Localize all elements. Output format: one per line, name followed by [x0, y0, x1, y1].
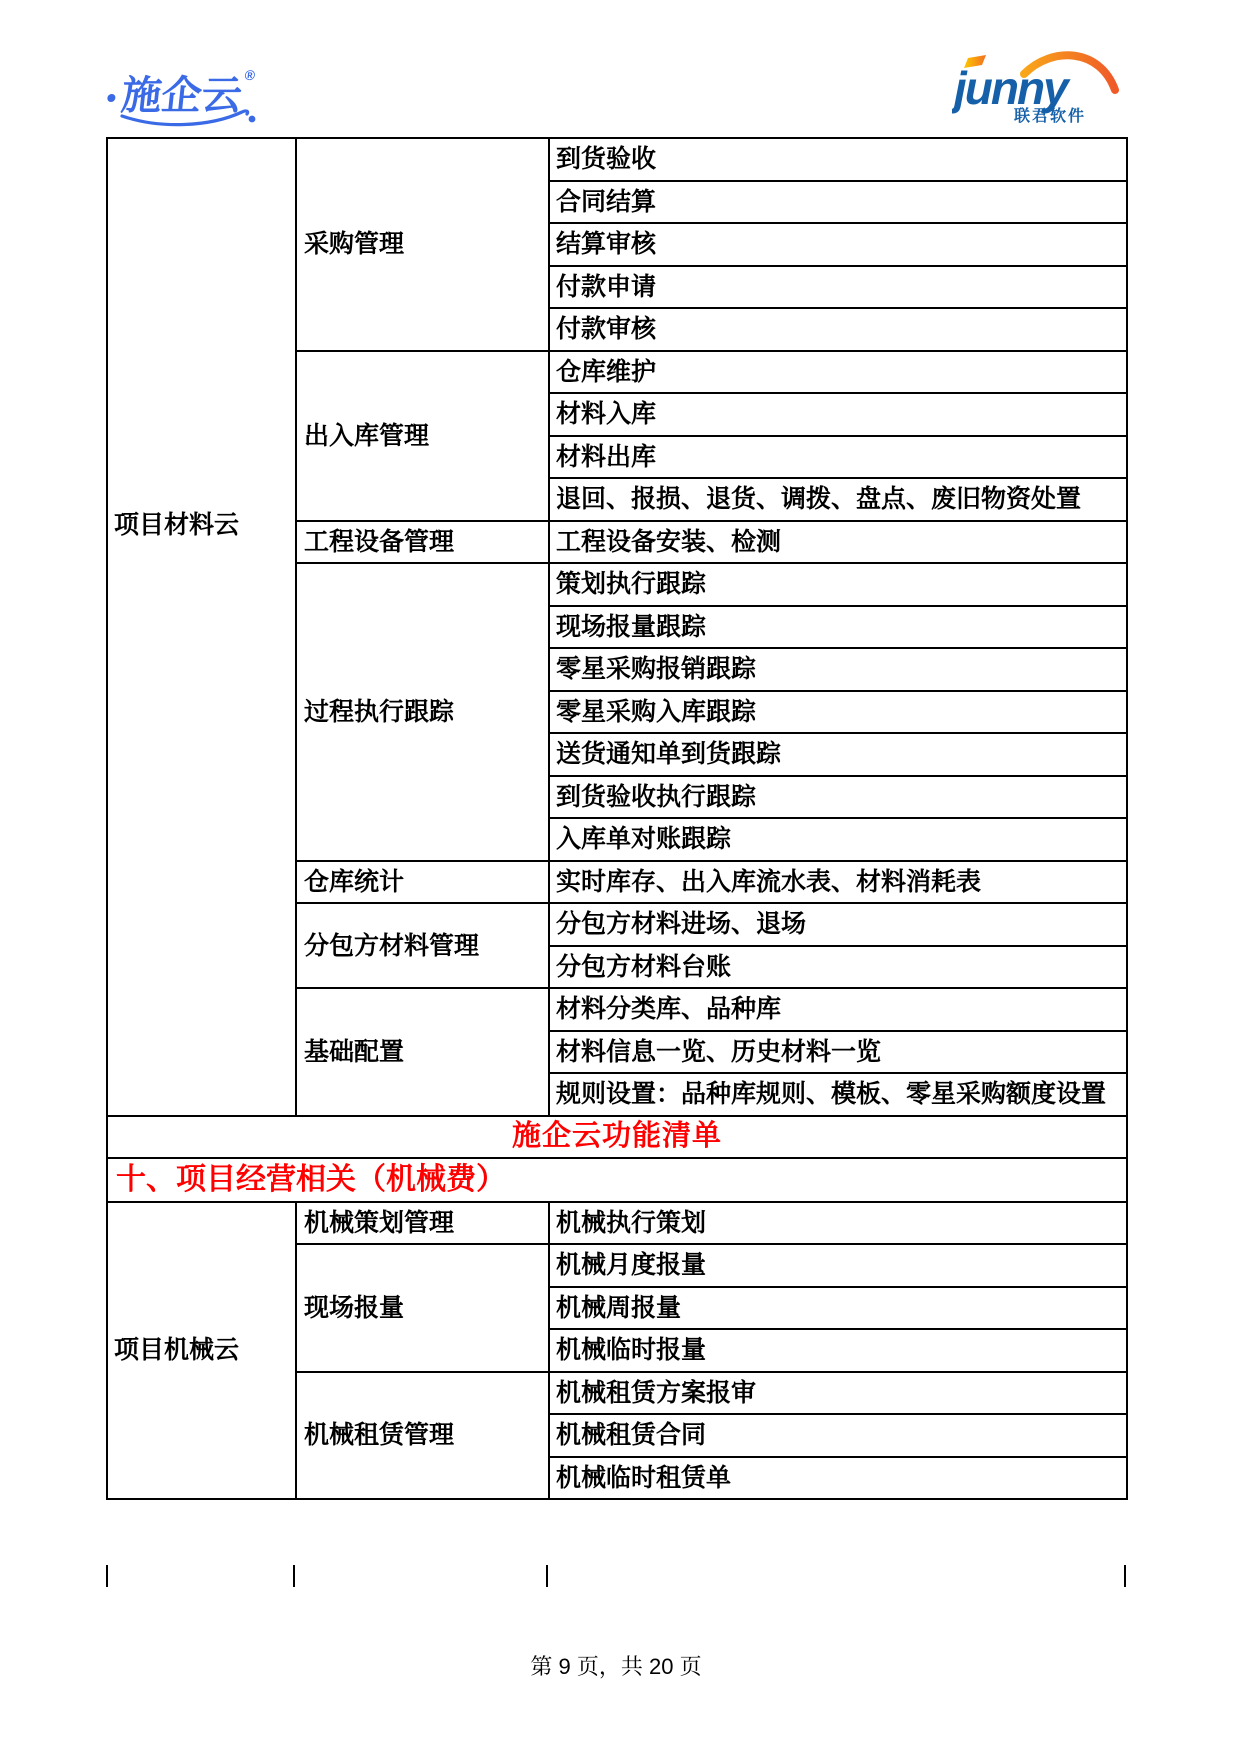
- feature-cell: 材料信息一览、历史材料一览: [549, 1031, 1127, 1074]
- feature-cell: 入库单对账跟踪: [549, 818, 1127, 861]
- feature-cell: 实时库存、出入库流水表、材料消耗表: [549, 861, 1127, 904]
- feature-cell: 送货通知单到货跟踪: [549, 733, 1127, 776]
- page-number: 第 9 页，共 20 页: [530, 1654, 702, 1679]
- group-cell: 工程设备管理: [296, 521, 549, 564]
- table-title-row: [107, 1116, 1127, 1158]
- feature-cell: 仓库维护: [549, 351, 1127, 394]
- feature-cell: 机械执行策划: [549, 1202, 1127, 1245]
- junny-logo-text: junny: [954, 62, 1067, 114]
- group-cell: 机械策划管理: [296, 1202, 549, 1245]
- table-row: [107, 1202, 1127, 1245]
- feature-cell: 材料分类库、品种库: [549, 988, 1127, 1031]
- category-cell: 项目材料云: [107, 138, 296, 1116]
- group-cell: 过程执行跟踪: [296, 563, 549, 861]
- feature-cell: 规则设置：品种库规则、模板、零星采购额度设置: [549, 1073, 1127, 1116]
- feature-cell: 分包方材料进场、退场: [549, 903, 1127, 946]
- category-cell: 项目机械云: [107, 1202, 296, 1500]
- shiqiyun-logo: [100, 54, 270, 130]
- group-cell: 采购管理: [296, 138, 549, 351]
- feature-cell: 到货验收执行跟踪: [549, 776, 1127, 819]
- feature-table: [106, 137, 1128, 1500]
- logo-dot-right: [249, 116, 256, 123]
- feature-cell: 现场报量跟踪: [549, 606, 1127, 649]
- feature-cell: 结算审核: [549, 223, 1127, 266]
- feature-cell: 材料入库: [549, 393, 1127, 436]
- group-cell: 出入库管理: [296, 351, 549, 521]
- group-cell: 仓库统计: [296, 861, 549, 904]
- feature-cell: 机械临时租赁单: [549, 1457, 1127, 1500]
- shiqiyun-logo-text: 施企云: [119, 74, 244, 118]
- table-title-row-text: 施企云功能清单: [107, 1116, 1127, 1158]
- feature-cell: 分包方材料台账: [549, 946, 1127, 989]
- section-title-row-text: 十、项目经营相关（机械费）: [107, 1158, 1127, 1202]
- group-cell: 机械租赁管理: [296, 1372, 549, 1500]
- table-border-stub: [106, 1565, 108, 1587]
- group-cell: 分包方材料管理: [296, 903, 549, 988]
- junny-logo-subtext: 联君软件: [1014, 108, 1087, 125]
- feature-cell: 退回、报损、退货、调拨、盘点、废旧物资处置: [549, 478, 1127, 521]
- table-border-stub: [293, 1565, 295, 1587]
- table-row: [107, 138, 1127, 181]
- feature-cell: 零星采购入库跟踪: [549, 691, 1127, 734]
- feature-cell: 付款审核: [549, 308, 1127, 351]
- group-cell: 基础配置: [296, 988, 549, 1116]
- feature-cell: 材料出库: [549, 436, 1127, 479]
- feature-cell: 机械租赁方案报审: [549, 1372, 1127, 1415]
- table-border-stub: [546, 1565, 548, 1587]
- section-title-row: [107, 1158, 1127, 1202]
- registered-mark: ®: [243, 67, 256, 83]
- feature-table-body: [107, 138, 1127, 1499]
- feature-cell: 工程设备安装、检测: [549, 521, 1127, 564]
- table-border-stub: [1124, 1565, 1126, 1587]
- feature-cell: 机械月度报量: [549, 1244, 1127, 1287]
- feature-cell: 机械租赁合同: [549, 1414, 1127, 1457]
- feature-cell: 零星采购报销跟踪: [549, 648, 1127, 691]
- logo-dot-left: [107, 94, 116, 102]
- feature-cell: 付款申请: [549, 266, 1127, 309]
- group-cell: 现场报量: [296, 1244, 549, 1372]
- feature-cell: 机械临时报量: [549, 1329, 1127, 1372]
- feature-cell: 机械周报量: [549, 1287, 1127, 1330]
- feature-cell: 到货验收: [549, 138, 1127, 181]
- feature-cell: 合同结算: [549, 181, 1127, 224]
- shiqiyun-logo-group: [105, 67, 256, 118]
- junny-logo: [952, 50, 1132, 126]
- feature-cell: 策划执行跟踪: [549, 563, 1127, 606]
